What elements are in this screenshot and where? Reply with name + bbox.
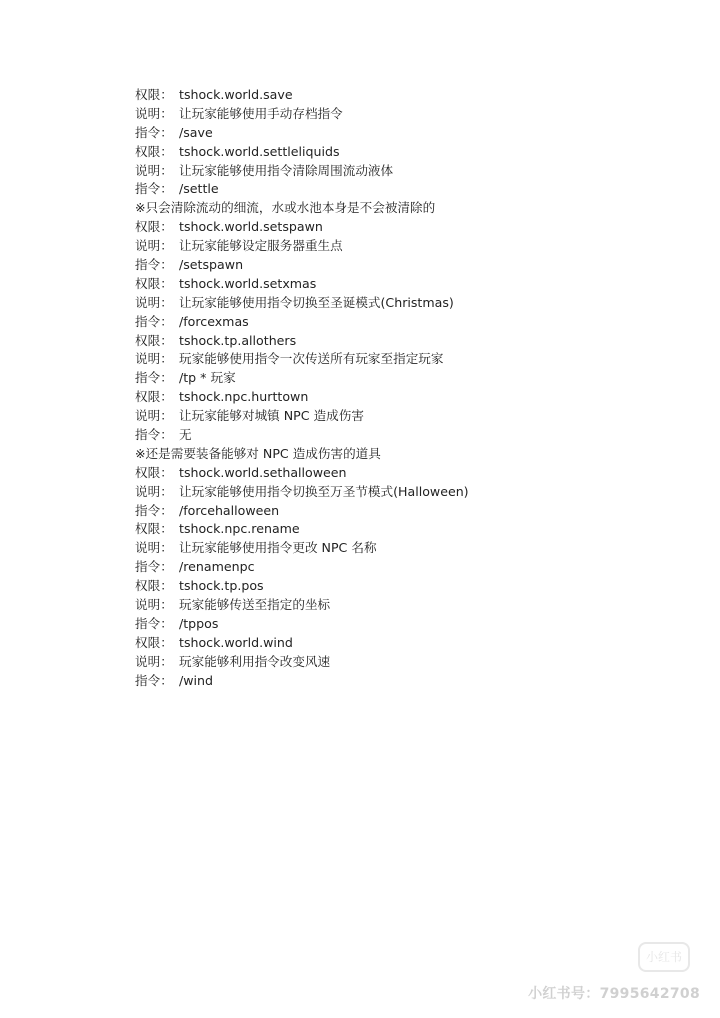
entry-line: [135, 634, 695, 653]
entry-value: 让玩家能够使用指令清除周围流动液体: [179, 162, 394, 178]
entry-label: 权限：: [135, 275, 173, 291]
note-line: [135, 445, 695, 464]
entry-line: [135, 426, 695, 445]
entry-value: 无: [179, 427, 192, 443]
entry-value: tshock.world.setxmas: [179, 275, 317, 291]
entry-label: 权限：: [135, 634, 173, 650]
entry-label: 说明：: [135, 408, 173, 424]
entry-label: 指令：: [135, 559, 173, 575]
entry-value: tshock.world.save: [179, 87, 293, 102]
entry-value: 让玩家能够使用指令更改 NPC 名称: [179, 540, 377, 556]
entry-value: /wind: [179, 672, 214, 688]
entry-value: 让玩家能够设定服务器重生点: [179, 238, 343, 254]
entry-line: [135, 143, 695, 162]
entry-line: [135, 294, 695, 313]
entry-line: [135, 577, 695, 596]
entry-label: 权限：: [135, 389, 173, 405]
entry-label: 说明：: [135, 540, 173, 556]
entry-label: 权限：: [135, 143, 173, 159]
entry-line: [135, 653, 695, 672]
entry-value: 让玩家能够使用指令切换至圣诞模式(Christmas): [179, 294, 454, 310]
entry-value: tshock.npc.hurttown: [179, 389, 309, 405]
entry-line: [135, 105, 695, 124]
entry-value: /forcexmas: [179, 313, 249, 329]
entry-label: 指令：: [135, 257, 173, 273]
entry-line: [135, 483, 695, 502]
entry-value: tshock.world.sethalloween: [179, 464, 347, 480]
entry-label: 指令：: [135, 370, 173, 386]
entry-label: 说明：: [135, 105, 173, 121]
entry-label: 说明：: [135, 597, 173, 613]
entry-label: 权限：: [135, 332, 173, 348]
entry-line: [135, 313, 695, 332]
entry-value: /save: [179, 124, 213, 140]
entry-line: [135, 407, 695, 426]
entry-value: 玩家能够传送至指定的坐标: [179, 597, 331, 613]
note-text: ※只会清除流动的细流，水或水池本身是不会被清除的: [135, 200, 436, 216]
entry-label: 指令：: [135, 615, 173, 631]
entry-line: [135, 237, 695, 256]
entry-label: 指令：: [135, 502, 173, 518]
entry-value: /tp * 玩家: [179, 370, 236, 386]
entry-value: tshock.world.setspawn: [179, 219, 323, 235]
entry-line: [135, 672, 695, 691]
entry-line: [135, 520, 695, 539]
entry-value: 玩家能够使用指令一次传送所有玩家至指定玩家: [179, 351, 444, 367]
entry-line: [135, 218, 695, 237]
entry-label: 说明：: [135, 351, 173, 367]
entry-value: tshock.world.settleliquids: [179, 143, 340, 159]
entry-line: [135, 124, 695, 143]
entry-line: [135, 615, 695, 634]
entry-label: 指令：: [135, 181, 173, 197]
entry-line: [135, 539, 695, 558]
entry-value: 让玩家能够使用手动存档指令: [179, 105, 343, 121]
entry-value: /settle: [179, 181, 219, 197]
entry-label: 说明：: [135, 162, 173, 178]
entry-value: 让玩家能够使用指令切换至万圣节模式(Halloween): [179, 483, 469, 499]
entry-line: [135, 350, 695, 369]
document-body: [135, 86, 695, 691]
entry-label: 指令：: [135, 313, 173, 329]
entry-line: [135, 369, 695, 388]
entry-line: [135, 558, 695, 577]
watermark-logo: 小红书: [638, 942, 690, 972]
entry-label: 权限：: [135, 464, 173, 480]
entry-value: tshock.tp.allothers: [179, 332, 297, 348]
entry-label: 指令：: [135, 124, 173, 140]
entry-value: tshock.npc.rename: [179, 521, 300, 537]
note-line: [135, 199, 695, 218]
entry-value: 让玩家能够对城镇 NPC 造成伤害: [179, 408, 364, 424]
entry-value: tshock.world.wind: [179, 634, 293, 650]
watermark-text: 小红书号：7995642708: [528, 986, 700, 1002]
entry-line: [135, 180, 695, 199]
entry-line: [135, 256, 695, 275]
entry-label: 权限：: [135, 521, 173, 537]
entry-line: [135, 86, 695, 105]
entry-line: [135, 162, 695, 181]
entry-line: [135, 332, 695, 351]
entry-label: 指令：: [135, 672, 173, 688]
entry-label: 说明：: [135, 653, 173, 669]
entry-value: /tppos: [179, 615, 219, 631]
entry-line: [135, 388, 695, 407]
entry-label: 权限：: [135, 219, 173, 235]
entry-label: 说明：: [135, 238, 173, 254]
entry-value: tshock.tp.pos: [179, 578, 264, 594]
entry-label: 权限：: [135, 87, 173, 102]
note-text: ※还是需要装备能够对 NPC 造成伤害的道具: [135, 445, 381, 461]
entry-label: 指令：: [135, 427, 173, 443]
entry-line: [135, 502, 695, 521]
entry-value: /renamenpc: [179, 559, 255, 575]
entry-label: 说明：: [135, 294, 173, 310]
entry-value: /forcehalloween: [179, 502, 280, 518]
entry-label: 说明：: [135, 483, 173, 499]
entry-line: [135, 275, 695, 294]
entry-line: [135, 464, 695, 483]
entry-line: [135, 596, 695, 615]
entry-value: 玩家能够利用指令改变风速: [179, 653, 331, 669]
entry-value: /setspawn: [179, 257, 244, 273]
entry-label: 权限：: [135, 578, 173, 594]
